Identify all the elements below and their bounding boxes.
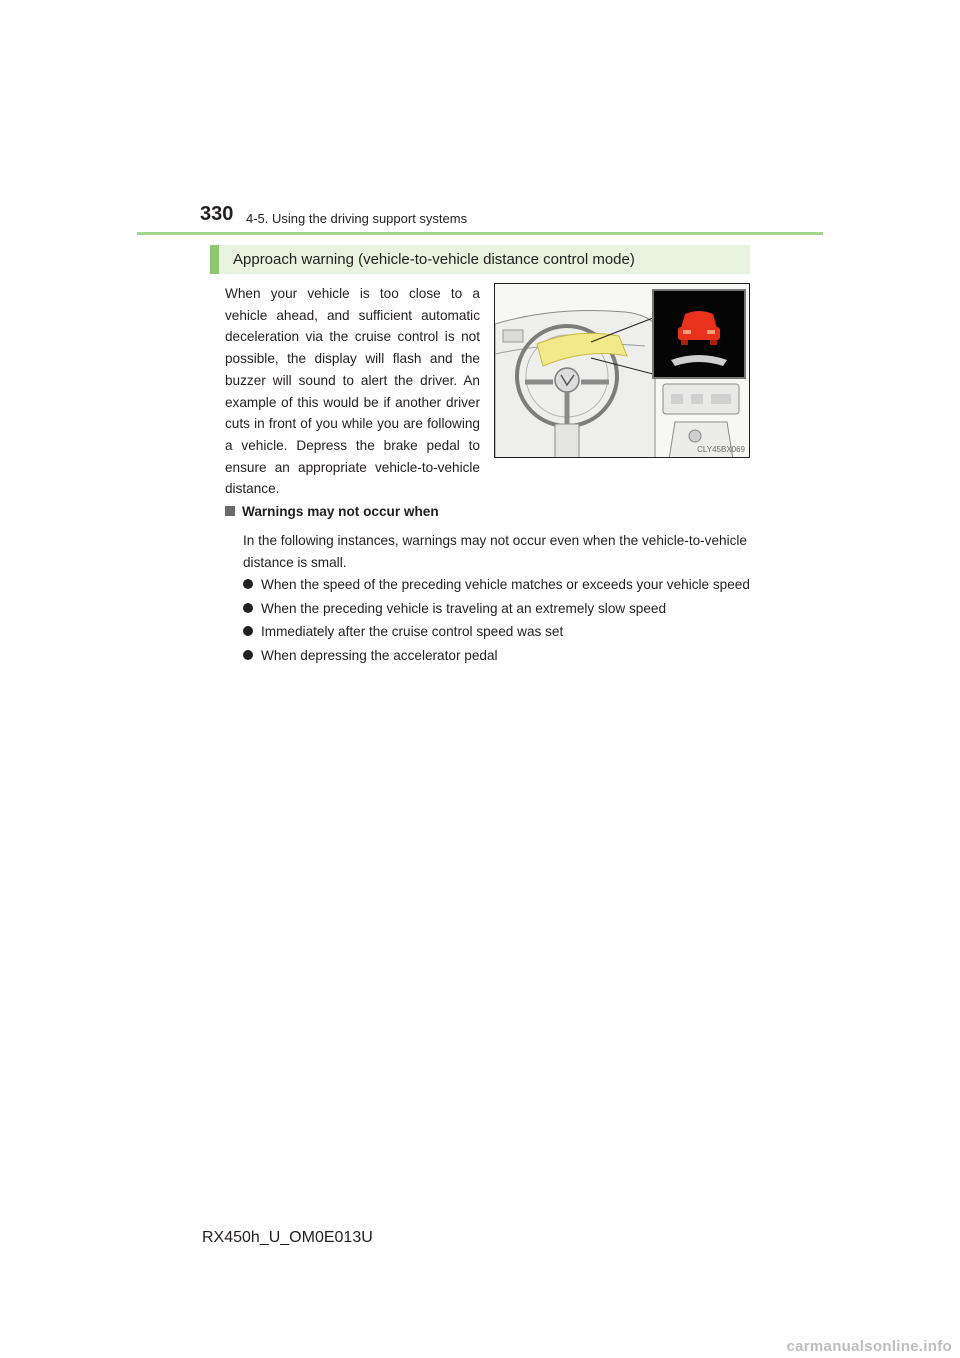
intro-paragraph: When your vehicle is too close to a vehicle ahead, and sufficient automatic deceleration via the cruise control is not possible, the display will flash and the buzzer will sound to alert the driver. An example of this would be if another driver cuts in front of you while you are following a vehicle. Depress the brake pedal to ensure an appropriate vehicle-to-vehicle distance. <box>225 286 480 497</box>
subheading-text: Warnings may not occur when <box>242 504 439 519</box>
heading-bar <box>210 245 750 274</box>
list-item-text: When depressing the accelerator pedal <box>261 648 498 664</box>
list-item <box>243 598 753 620</box>
dashboard-drawing <box>495 284 750 458</box>
bullet-dot-icon <box>243 579 253 589</box>
list-item <box>243 645 753 667</box>
subheading <box>225 504 439 519</box>
dashboard-illustration <box>494 283 750 458</box>
heading-text: Approach warning (vehicle-to-vehicle distance control mode) <box>233 251 635 268</box>
list-item <box>243 574 753 596</box>
header-rule <box>137 232 823 235</box>
section-title: 4-5. Using the driving support systems <box>246 211 468 226</box>
bullet-dot-icon <box>243 603 253 613</box>
list-item <box>243 621 753 643</box>
figure-code: CLY45BX069 <box>697 445 745 454</box>
list-item-text: When the preceding vehicle is traveling at an extremely slow speed <box>261 600 667 616</box>
list-item-text: When the speed of the preceding vehicle matches or exceeds your vehicle speed <box>261 577 750 592</box>
footer-code: RX450h_U_OM0E013U <box>202 1229 373 1246</box>
watermark: carmanualsonline.info <box>786 1338 952 1355</box>
list-item-text: Immediately after the cruise control speed was set <box>261 624 564 640</box>
conditions-paragraph: In the following instances, warnings may not occur even when the vehicle-to-vehicle distance is small. <box>243 533 747 570</box>
bullet-list <box>243 574 753 669</box>
page-number: 330 <box>200 203 234 225</box>
bullet-dot-icon <box>243 650 253 660</box>
bullet-dot-icon <box>243 626 253 636</box>
square-bullet-icon <box>225 506 235 516</box>
